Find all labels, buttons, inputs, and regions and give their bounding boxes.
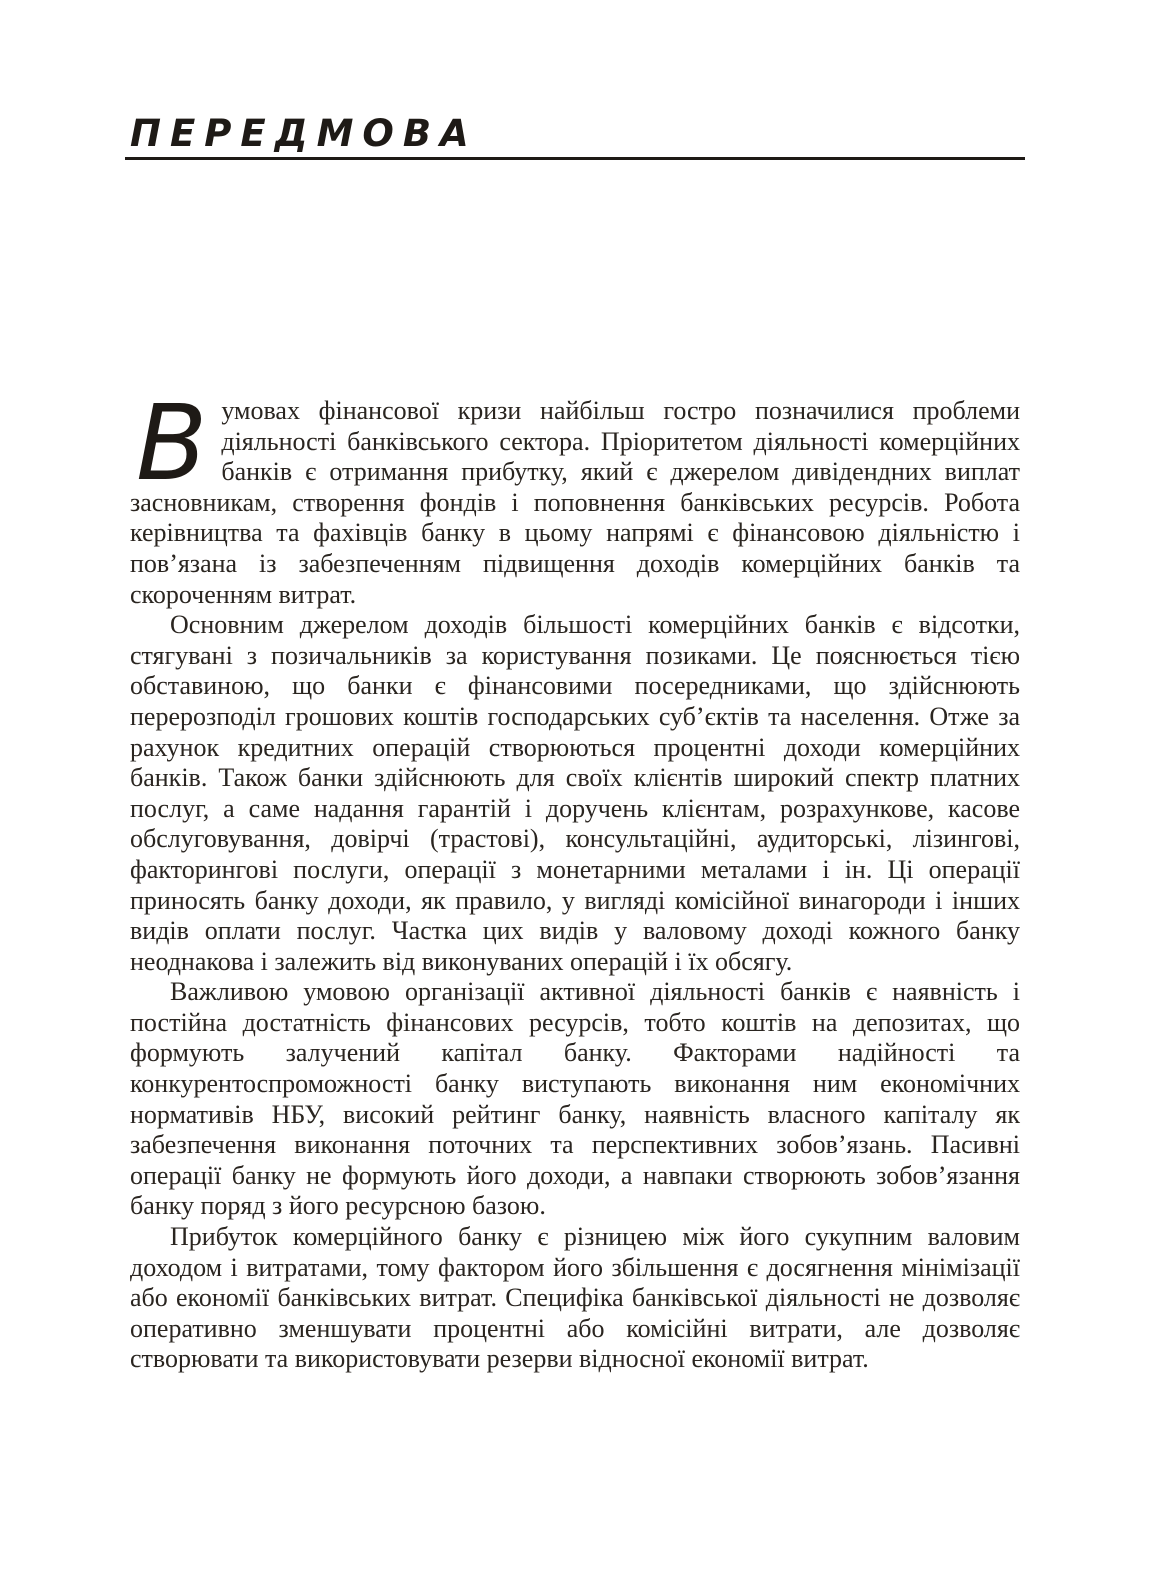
page-title: ПЕРЕДМОВА [130,112,478,155]
paragraph-1 [130,382,1020,610]
paragraph-3: Важливою умовою організації активної діяльності банків є наявність і постійна достатність фінансових ресурсів, тобто коштів на депозитах, що формують залучений капітал банку. Факторами надійності та конкурентоспроможності банку виступають виконання ним економічних нормативів НБУ, високий рейтинг банку, наявність власного капіталу як забезпечення виконання поточних та перспективних зобов’язань. Пасивні операції банку не формують його доходи, а навпаки створюють зобов’язання банку поряд з його ресурсною базою. [130,977,1020,1221]
paragraph-1-text: умовах фінансової кризи найбільш гостро позначилися проблеми діяльності банківського сектора. Пріоритетом діяльності комерційних банків є отримання прибутку, який є джерелом дивідендних виплат засновникам, створення фондів і поповнення банківських ресурсів. Робота керівництва та фахівців банку в цьому напрямі є фінансовою діяльністю і пов’язана із забезпеченням підвищення доходів комерційних банків та скороченням витрат. [130,396,1020,609]
body-text [130,382,1020,1375]
paragraph-2: Основним джерелом доходів більшості комерційних банків є відсотки, стягувані з позичальників за користування позиками. Це пояснюється тією обставиною, що банки є фінансовими посередниками, що здійснюють перерозподіл грошових коштів господарських суб’єктів та населення. Отже за рахунок кредитних операцій створюються процентні доходи комерційних банків. Також банки здійснюють для своїх клієнтів широкий спектр платних послуг, а саме надання гарантій і доручень клієнтам, розрахункове, касове обслуговування, довірчі (трастові), консультаційні, аудиторські, лізингові, факторингові послуги, операції з монетарними металами і ін. Ці операції приносять банку доходи, як правило, у вигляді комісійної винагороди і інших видів оплати послуг. Частка цих видів у валовому доході кожного банку неоднакова і залежить від виконуваних операцій і їх обсягу. [130,610,1020,976]
drop-cap: В [136,382,208,504]
title-underline [125,157,1025,160]
paragraph-4: Прибуток комерційного банку є різницею між його сукупним валовим доходом і витратами, тому фактором його збільшення є досягнення мінімізації або економії банківських витрат. Специфіка банківської діяльності не дозволяє оперативно зменшувати процентні або комісійні витрати, але дозволяє створювати та використовувати резерви відносної економії витрат. [130,1222,1020,1374]
